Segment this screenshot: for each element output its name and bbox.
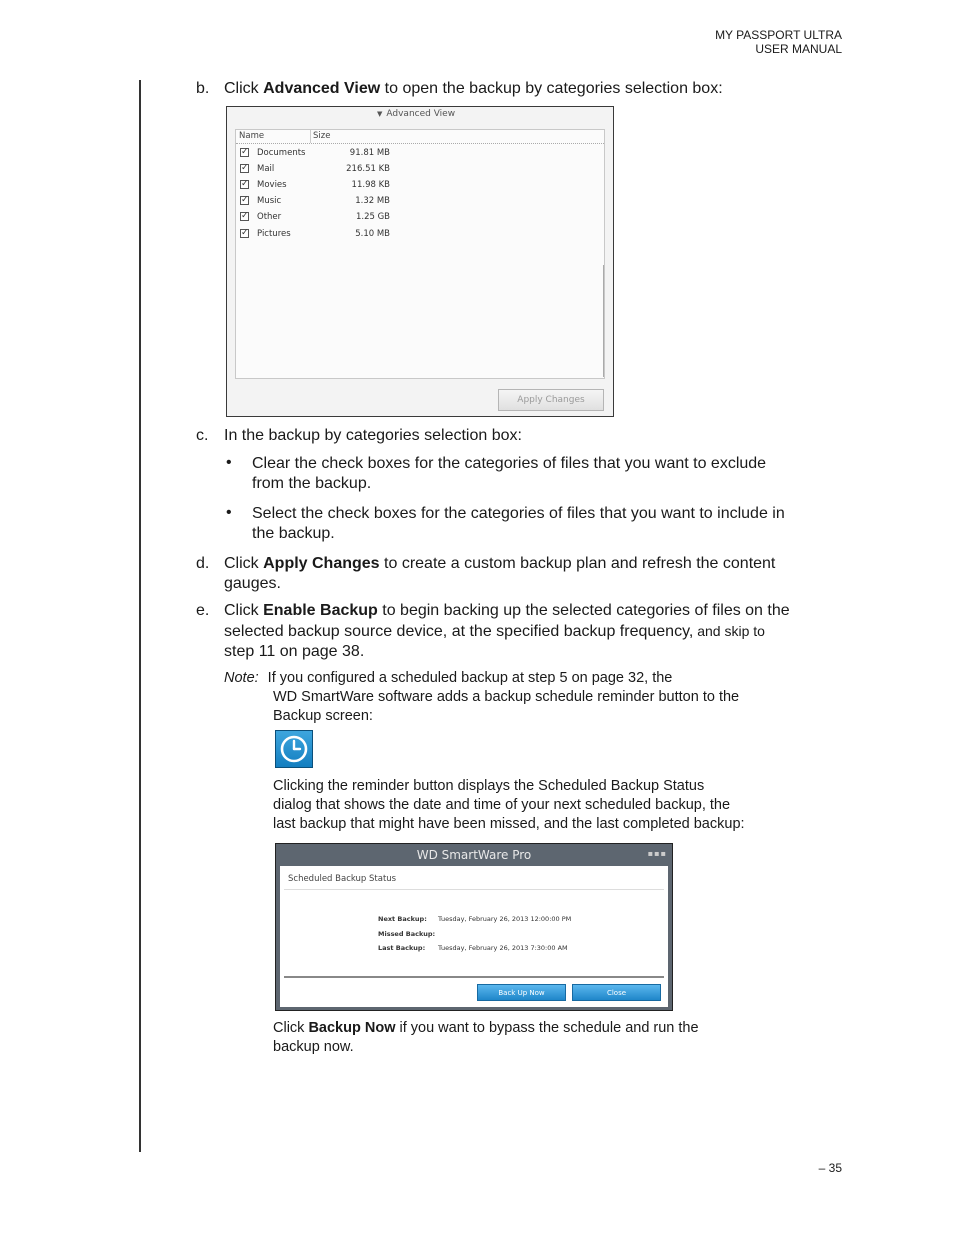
category-name: Other xyxy=(257,212,282,222)
scrollbar[interactable] xyxy=(603,265,604,377)
margin-rule xyxy=(139,80,141,1152)
step-c-text: In the backup by categories selection box: xyxy=(224,427,522,444)
note-para2-line-2: dialog that shows the date and time of your next scheduled backup, the xyxy=(273,797,731,813)
checkbox[interactable]: ✓ xyxy=(241,163,249,173)
checkbox[interactable]: ✓ xyxy=(241,211,249,221)
final-bold: Backup Now xyxy=(308,1020,396,1036)
step-b-text xyxy=(224,79,723,99)
note-label: Note: xyxy=(224,670,259,686)
category-list-header xyxy=(236,130,604,144)
step-b-pre: Click xyxy=(224,80,264,97)
step-e-line-2b: and skip to xyxy=(693,623,765,639)
bullet-2-line-2: the backup. xyxy=(252,525,335,542)
next-backup-label: Next Backup: xyxy=(378,915,427,923)
category-list xyxy=(235,129,605,379)
advanced-view-panel xyxy=(226,106,614,417)
category-name: Music xyxy=(257,196,282,206)
step-e-text xyxy=(224,601,790,662)
category-name: Pictures xyxy=(257,229,291,239)
step-e-marker: e. xyxy=(196,602,210,619)
checkbox[interactable]: ✓ xyxy=(241,228,249,238)
column-divider xyxy=(310,130,311,143)
triangle-down-icon: ▼ xyxy=(377,110,383,118)
bullet-2-text xyxy=(252,504,785,544)
category-size: 1.25 GB xyxy=(355,212,390,222)
bullet-1-line-1: Clear the check boxes for the categories of files that you want to exclude xyxy=(252,455,767,472)
step-e-line-2a: selected backup source device, at the specified backup frequency, xyxy=(224,623,694,640)
step-d-line-2: gauges. xyxy=(224,575,281,592)
dialog-subtitle: Scheduled Backup Status xyxy=(288,874,397,884)
column-header-name[interactable]: Name xyxy=(239,131,265,141)
last-backup-label: Last Backup: xyxy=(378,944,426,952)
missed-backup-label: Missed Backup: xyxy=(378,930,436,938)
column-header-size[interactable]: Size xyxy=(313,131,331,141)
step-d-bold: Apply Changes xyxy=(263,555,380,572)
bullet-glyph: • xyxy=(226,454,232,471)
last-backup-value: Tuesday, February 26, 2013 7:30:00 AM xyxy=(438,944,568,952)
step-b-post: to open the backup by categories selection box: xyxy=(380,80,723,97)
note-paragraph-2 xyxy=(273,777,745,834)
header-line-1: MY PASSPORT ULTRA xyxy=(715,28,842,42)
category-size: 1.32 MB xyxy=(355,196,390,206)
final-post: if you want to bypass the schedule and run the xyxy=(395,1020,699,1036)
category-size: 11.98 KB xyxy=(351,180,390,190)
close-button[interactable]: Close xyxy=(572,984,661,1001)
header-line-2: USER MANUAL xyxy=(755,42,842,56)
dialog-body xyxy=(280,866,668,1007)
note-line-2: WD SmartWare software adds a backup schedule reminder button to the xyxy=(273,689,740,705)
category-size: 5.10 MB xyxy=(355,229,390,239)
next-backup-row xyxy=(378,915,571,923)
checkbox[interactable]: ✓ xyxy=(241,195,249,205)
step-d-marker: d. xyxy=(196,555,210,572)
note-line-3: Backup screen: xyxy=(273,708,373,724)
final-paragraph xyxy=(273,1019,699,1057)
step-d-post: to create a custom backup plan and refresh the content xyxy=(379,555,776,572)
step-b-marker: b. xyxy=(196,80,210,97)
next-backup-value: Tuesday, February 26, 2013 12:00:00 PM xyxy=(438,915,572,923)
bullet-1-text xyxy=(252,454,766,494)
category-name: Documents xyxy=(257,148,306,158)
note-para2-line-3: last backup that might have been missed, and the last completed backup: xyxy=(273,816,745,832)
step-c-marker: c. xyxy=(196,427,209,444)
window-controls-icon[interactable]: ▪▪▪ xyxy=(647,849,667,858)
back-up-now-button[interactable]: Back Up Now xyxy=(477,984,566,1001)
apply-changes-button[interactable]: Apply Changes xyxy=(498,389,604,411)
advanced-view-toggle[interactable] xyxy=(377,109,455,119)
advanced-view-title: Advanced View xyxy=(386,109,456,119)
bullet-1-line-2: from the backup. xyxy=(252,475,372,492)
step-e-line-3: step 11 on page 38. xyxy=(224,643,365,660)
final-line-2: backup now. xyxy=(273,1039,354,1055)
bullet-glyph: • xyxy=(226,504,232,521)
category-name: Movies xyxy=(257,180,287,190)
note-block xyxy=(224,669,739,726)
category-size: 216.51 KB xyxy=(346,164,390,174)
note-line-1: If you configured a scheduled backup at step 5 on page 32, the xyxy=(267,670,673,686)
last-backup-row xyxy=(378,944,568,952)
divider xyxy=(284,976,664,978)
scheduled-backup-dialog xyxy=(275,843,673,1011)
step-d-pre: Click xyxy=(224,555,264,572)
step-d-text xyxy=(224,554,775,594)
step-e-bold: Enable Backup xyxy=(263,602,378,619)
step-e-pre: Click xyxy=(224,602,264,619)
page-number: – 35 xyxy=(818,1161,842,1175)
step-e-post: to begin backing up the selected categories of files on the xyxy=(377,602,790,619)
clock-icon[interactable] xyxy=(275,730,313,768)
step-b-bold: Advanced View xyxy=(263,80,381,97)
checkbox[interactable]: ✓ xyxy=(241,147,249,157)
dialog-title: WD SmartWare Pro xyxy=(416,848,532,862)
category-size: 91.81 MB xyxy=(349,148,390,158)
category-name: Mail xyxy=(257,164,275,174)
missed-backup-row xyxy=(378,930,438,938)
divider xyxy=(284,889,664,890)
note-para2-line-1: Clicking the reminder button displays the Scheduled Backup Status xyxy=(273,778,705,794)
checkbox[interactable]: ✓ xyxy=(241,179,249,189)
page-header xyxy=(715,28,842,56)
final-pre: Click xyxy=(273,1020,309,1036)
bullet-2-line-1: Select the check boxes for the categories of files that you want to include in xyxy=(252,505,785,522)
